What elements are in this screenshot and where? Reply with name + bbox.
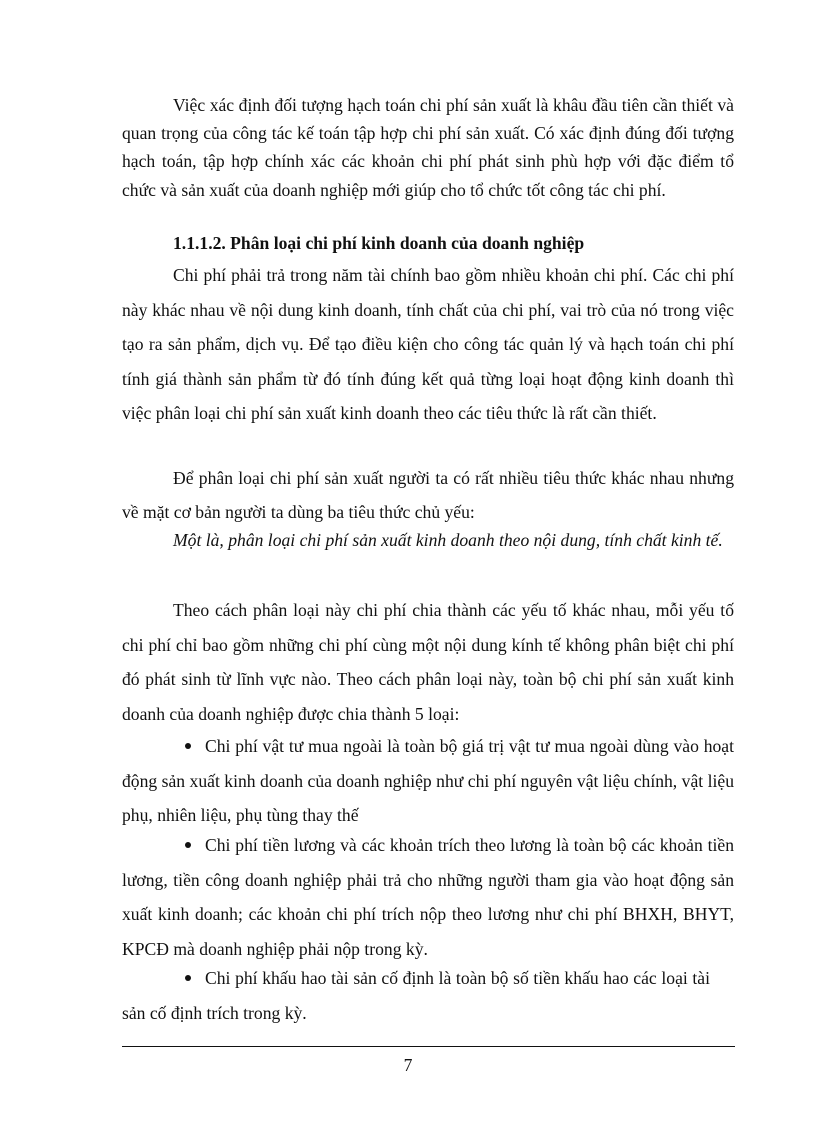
- paragraph-criteria: Để phân loại chi phí sản xuất người ta có rất nhiều tiêu thức khác nhau nhưng về mặt cơ bản người ta dùng ba tiêu thức chủ yếu:: [122, 468, 734, 522]
- bullet-text: Chi phí khấu hao tài sản cố định là toàn bộ số tiền khấu hao các loại tài sản cố định trích trong kỳ.: [122, 968, 710, 1023]
- bullet-icon: [185, 975, 191, 981]
- footer-divider: [122, 1046, 735, 1047]
- paragraph-cost-types: Chi phí phải trả trong năm tài chính bao gồm nhiều khoản chi phí. Các chi phí này khác nhau về nội dung kinh doanh, tính chất của chi phí, vai trò của nó trong việc tạo ra sản phẩm, dịch vụ. Để tạo điều kiện cho công tác quản lý và hạch toán chi phí tính giá thành sản phẩm từ đó tính đúng kết quả từng loại hoạt động kinh doanh thì việc phân loại chi phí sản xuất kinh doanh theo các tiêu thức là rất cần thiết.: [122, 265, 734, 423]
- paragraph-first-criterion: Một là, phân loại chi phí sản xuất kinh doanh theo nội dung, tính chất kinh tế.: [173, 530, 723, 550]
- bullet-icon: [185, 743, 191, 749]
- bullet-text: Chi phí tiền lương và các khoản trích theo lương là toàn bộ các khoản tiền lương, tiền công doanh nghiệp phải trả cho những người tham gia vào hoạt động sản xuất kinh doanh; các khoản chi phí trích nộp theo lương như chi phí BHXH, BHYT, KPCĐ mà doanh nghiệp phải nộp trong kỳ.: [122, 835, 734, 959]
- section-heading: 1.1.1.2. Phân loại chi phí kinh doanh của doanh nghiệp: [173, 233, 585, 253]
- paragraph-intro: Việc xác định đối tượng hạch toán chi phí sản xuất là khâu đầu tiên cần thiết và quan trọng của công tác kế toán tập hợp chi phí sản xuất. Có xác định đúng đối tượng hạch toán, tập hợp chính xác các khoản chi phí phát sinh phù hợp với đặc điểm tổ chức và sản xuất của doanh nghiệp mới giúp cho tổ chức tốt công tác chi phí.: [122, 95, 734, 200]
- bullet-item: [122, 961, 734, 1030]
- bullet-icon: [185, 842, 191, 848]
- bullet-item: [122, 729, 734, 833]
- page-number: 7: [403, 1055, 413, 1075]
- bullet-item: [122, 828, 734, 966]
- bullet-text: Chi phí vật tư mua ngoài là toàn bộ giá trị vật tư mua ngoài dùng vào hoạt động sản xuất kinh doanh của doanh nghiệp như chi phí nguyên vật liệu chính, vật liệu phụ, nhiên liệu, phụ tùng thay thế: [122, 736, 734, 825]
- paragraph-classification: Theo cách phân loại này chi phí chia thành các yếu tố khác nhau, mỗi yếu tố chi phí chỉ bao gồm những chi phí cùng một nội dung kính tế không phân biệt chi phí đó phát sinh từ lĩnh vực nào. Theo cách phân loại này, toàn bộ chi phí sản xuất kinh doanh của doanh nghiệp được chia thành 5 loại:: [122, 600, 734, 724]
